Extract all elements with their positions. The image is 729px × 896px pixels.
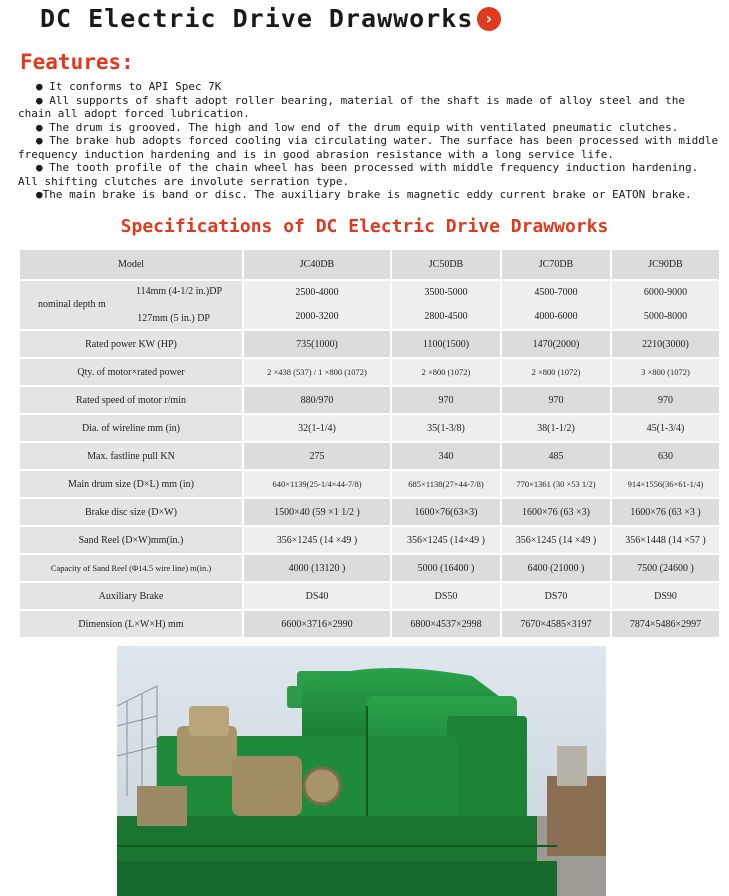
depth-sub-label: 114mm (4-1/2 in.)DP: [135, 286, 222, 297]
row-label: Qty. of motor×rated power: [19, 358, 243, 386]
depth-label: nominal depth m: [38, 299, 106, 310]
table-row: [19, 330, 720, 358]
table-cell: 356×1448 (14 ×57 ): [611, 526, 720, 554]
table-cell: 970: [611, 386, 720, 414]
feature-item: ● All supports of shaft adopt roller bearing, material of the shaft is made of alloy steel and the chain all adopt forced lubrication.: [18, 93, 686, 120]
table-cell: 4000 (13120 ): [243, 554, 391, 582]
feature-item: ● The drum is grooved. The high and low end of the drum equip with ventilated pneumatic clutches.: [36, 120, 679, 134]
table-cell: 356×1245 (14×49 ): [391, 526, 501, 554]
table-row: [19, 470, 720, 498]
table-cell: [611, 280, 720, 330]
table-cell: 356×1245 (14 ×49 ): [501, 526, 611, 554]
drawworks-photo: [117, 646, 606, 896]
page-title-text: DC Electric Drive Drawworks: [40, 4, 474, 33]
model-label: Model: [19, 249, 243, 280]
table-cell: 6600×3716×2990: [243, 610, 391, 638]
table-cell: 880/970: [243, 386, 391, 414]
table-cell: DS70: [501, 582, 611, 610]
table-cell: 640×1139(25-1/4×44-7/8): [243, 470, 391, 498]
model-cell: JC70DB: [501, 249, 611, 280]
table-header-row: [19, 249, 720, 280]
table-cell: 1100(1500): [391, 330, 501, 358]
table-cell: 6800×4537×2998: [391, 610, 501, 638]
model-cell: JC40DB: [243, 249, 391, 280]
table-cell: 1600×76 (63 ×3): [501, 498, 611, 526]
depth-sub-label: 127mm (5 in.) DP: [137, 313, 210, 324]
spec-title: Specifications of DC Electric Drive Drawworks: [120, 216, 609, 237]
table-cell: 970: [391, 386, 501, 414]
table-cell-value: 2000-3200: [295, 311, 339, 322]
drawworks-illustration: [117, 646, 606, 896]
table-cell: 485: [501, 442, 611, 470]
table-row: [19, 414, 720, 442]
page-title: [40, 4, 501, 33]
depth-row: [19, 280, 720, 330]
row-label: Auxiliary Brake: [19, 582, 243, 610]
spec-table: [18, 248, 721, 639]
model-cell: JC90DB: [611, 249, 720, 280]
row-label: Capacity of Sand Reel (Φ14.5 wire line) m(in.): [19, 554, 243, 582]
row-label: Dia. of wireline mm (in): [19, 414, 243, 442]
depth-label-cell: [19, 280, 243, 330]
table-row: [19, 526, 720, 554]
table-cell: 630: [611, 442, 720, 470]
feature-item: ● The tooth profile of the chain wheel has been processed with middle frequency induction hardening. All shifting clutches are involute serration type.: [18, 161, 699, 188]
table-cell: 970: [501, 386, 611, 414]
table-cell: 1500×40 (59 ×1 1/2 ): [243, 498, 391, 526]
row-label: Rated power KW (HP): [19, 330, 243, 358]
table-row: [19, 498, 720, 526]
table-cell: 735(1000): [243, 330, 391, 358]
table-cell: 685×1138(27×44-7/8): [391, 470, 501, 498]
table-cell-value: 2500-4000: [295, 287, 339, 298]
table-cell: 7670×4585×3197: [501, 610, 611, 638]
table-row: [19, 610, 720, 638]
row-label: Main drum size (D×L) mm (in): [19, 470, 243, 498]
row-label: Max. fastline pull KN: [19, 442, 243, 470]
table-row: [19, 442, 720, 470]
model-cell: JC50DB: [391, 249, 501, 280]
table-cell: 275: [243, 442, 391, 470]
table-cell-value: 4000-6000: [534, 311, 578, 322]
row-label: Brake disc size (D×W): [19, 498, 243, 526]
feature-item: ● It conforms to API Spec 7K: [36, 80, 222, 93]
table-row: [19, 386, 720, 414]
table-cell: [391, 280, 501, 330]
table-cell: 1600×76 (63 ×3 ): [611, 498, 720, 526]
table-cell: 2 ×438 (537) / 1 ×800 (1072): [243, 358, 391, 386]
table-cell: 1600×76(63×3): [391, 498, 501, 526]
table-cell: 3 ×800 (1072): [611, 358, 720, 386]
table-cell: 356×1245 (14 ×49 ): [243, 526, 391, 554]
table-row: [19, 554, 720, 582]
table-cell: 2 ×800 (1072): [391, 358, 501, 386]
table-cell-value: 2800-4500: [424, 311, 468, 322]
feature-item: ● The brake hub adopts forced cooling via circulating water. The surface has been processed with middle frequency induction hardening and is in good abrasion resistance with a long service life.: [18, 134, 719, 161]
table-cell-value: 5000-8000: [643, 311, 688, 322]
table-cell: 770×1361 (30 ×53 1/2): [501, 470, 611, 498]
table-cell: 1470(2000): [501, 330, 611, 358]
table-row: [19, 582, 720, 610]
table-cell: 7500 (24600 ): [611, 554, 720, 582]
table-cell: [243, 280, 391, 330]
table-cell: 35(1-3/8): [391, 414, 501, 442]
table-cell-value: 6000-9000: [643, 287, 688, 298]
table-cell: 2210(3000): [611, 330, 720, 358]
table-cell: 7874×5486×2997: [611, 610, 720, 638]
table-cell: 340: [391, 442, 501, 470]
table-cell: DS50: [391, 582, 501, 610]
table-cell: 38(1-1/2): [501, 414, 611, 442]
table-cell-value: 3500-5000: [424, 287, 468, 298]
feature-item: ●The main brake is band or disc. The auxiliary brake is magnetic eddy current brake or EATON brake.: [36, 188, 692, 201]
features-heading: Features:: [20, 50, 134, 74]
table-cell: DS90: [611, 582, 720, 610]
table-cell: [501, 280, 611, 330]
chevron-right-icon[interactable]: ›: [477, 7, 501, 31]
features-list: [18, 80, 723, 202]
table-cell: 2 ×800 (1072): [501, 358, 611, 386]
table-cell: 6400 (21000 ): [501, 554, 611, 582]
row-label: Dimension (L×W×H) mm: [19, 610, 243, 638]
table-cell: 32(1-1/4): [243, 414, 391, 442]
row-label: Rated speed of motor r/min: [19, 386, 243, 414]
table-row: [19, 358, 720, 386]
table-cell-value: 4500-7000: [534, 287, 578, 298]
table-cell: DS40: [243, 582, 391, 610]
table-cell: 45(1-3/4): [611, 414, 720, 442]
table-cell: 5000 (16400 ): [391, 554, 501, 582]
row-label: Sand Reel (D×W)mm(in.): [19, 526, 243, 554]
table-cell: 914×1556(36×61-1/4): [611, 470, 720, 498]
